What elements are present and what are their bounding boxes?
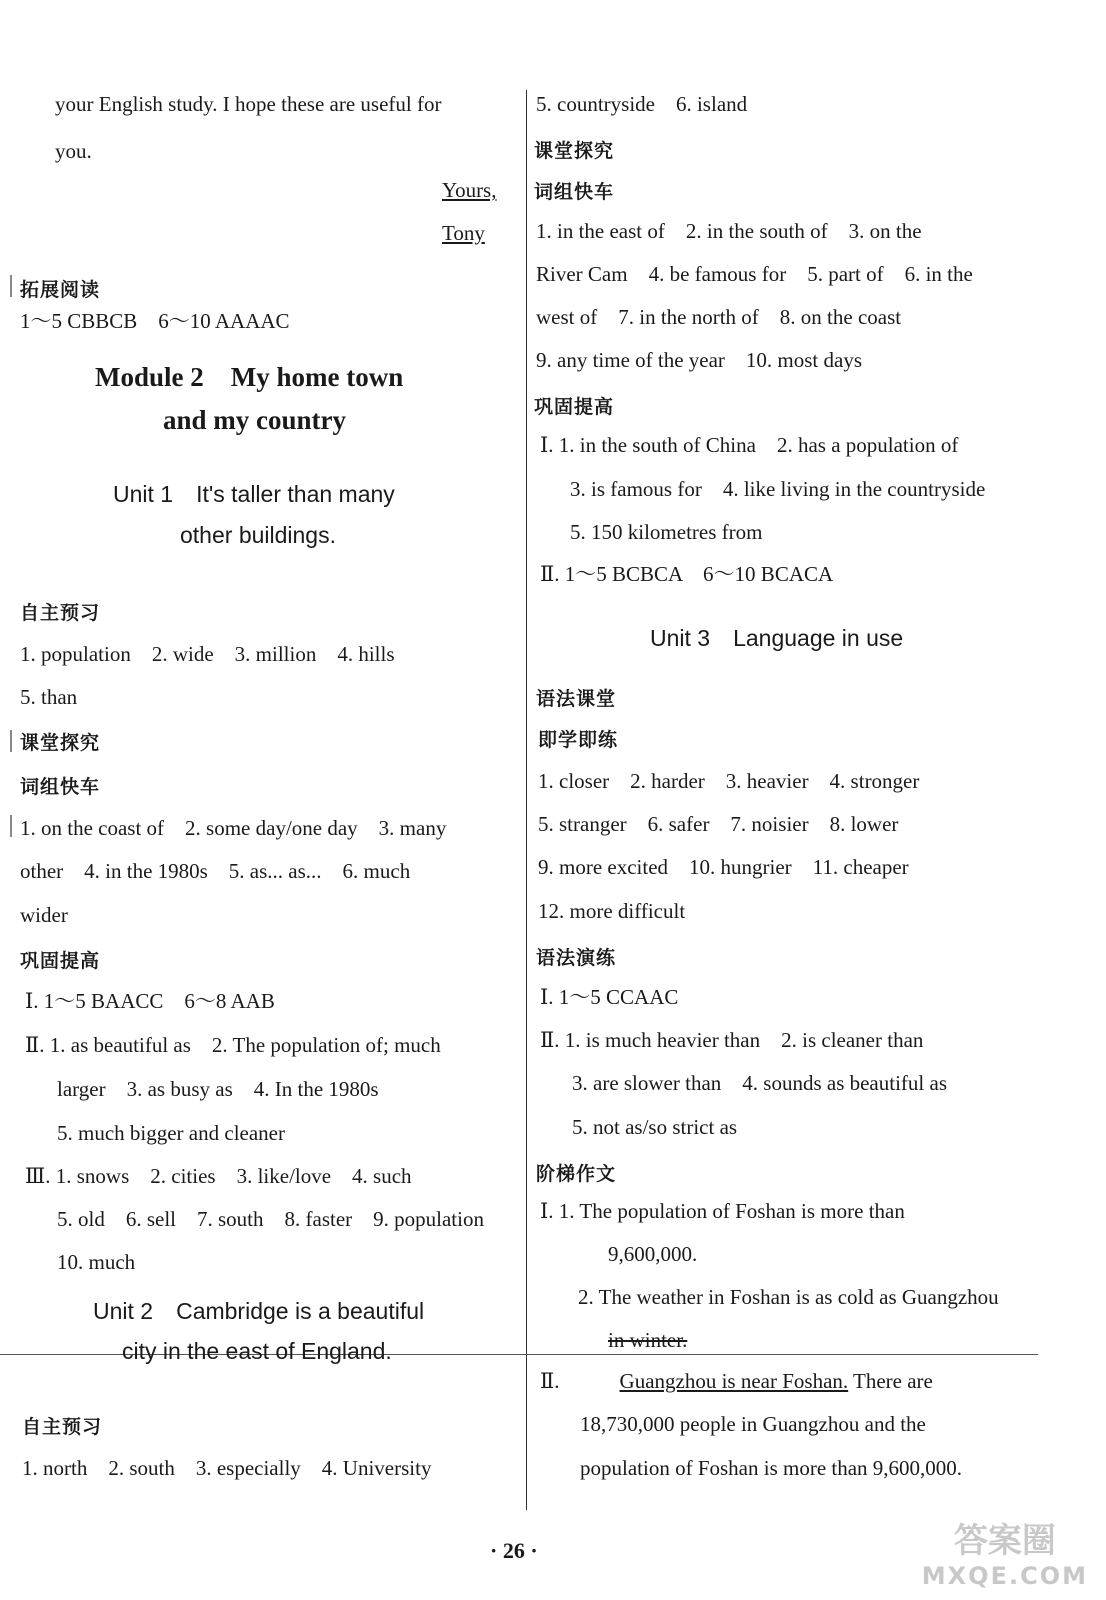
margin-mark xyxy=(10,275,12,297)
section-heading: 词组快车 xyxy=(20,776,101,798)
watermark-title: 答案圈 xyxy=(953,1521,1056,1561)
answer-line: Ⅰ. 1. The population of Foshan is more than xyxy=(540,1199,905,1223)
unit-title: Unit 3 Language in use xyxy=(650,625,904,651)
answer-line: 2. The weather in Foshan is as cold as Guangzhou xyxy=(578,1285,999,1309)
section-heading: 自主预习 xyxy=(22,1416,103,1438)
answer-line: Ⅰ. 1～5 BAACC 6～8 AAB xyxy=(25,989,275,1013)
margin-mark xyxy=(10,815,12,837)
essay-line xyxy=(540,1367,933,1395)
answer-line: other 4. in the 1980s 5. as... as... 6. much xyxy=(20,859,411,883)
answer-line: 1. on the coast of 2. some day/one day 3. many xyxy=(20,816,447,840)
section-heading: 语法演练 xyxy=(536,947,617,969)
module-title: and my country xyxy=(163,405,347,435)
essay-text: There are xyxy=(848,1369,933,1393)
watermark-url: MXQE.COM xyxy=(921,1562,1088,1590)
answer-line: 5. 150 kilometres from xyxy=(570,520,763,544)
answer-line: 5. old 6. sell 7. south 8. faster 9. population xyxy=(57,1207,484,1231)
unit-title: Unit 2 Cambridge is a beautiful xyxy=(93,1298,425,1324)
section-heading: 巩固提高 xyxy=(534,396,615,418)
answer-line: Ⅲ. 1. snows 2. cities 3. like/love 4. such xyxy=(25,1164,412,1188)
answer-line: 9. any time of the year 10. most days xyxy=(536,348,863,372)
margin-mark xyxy=(10,730,12,752)
answer-line: Ⅰ. 1. in the south of China 2. has a population of xyxy=(540,433,959,457)
answer-line: 3. are slower than 4. sounds as beautiful as xyxy=(572,1071,947,1095)
answer-line: larger 3. as busy as 4. In the 1980s xyxy=(57,1077,379,1101)
section-heading: 即学即练 xyxy=(538,729,619,751)
answer-line: 9. more excited 10. hungrier 11. cheaper xyxy=(538,855,909,879)
answer-line: 5. not as/so strict as xyxy=(572,1115,738,1139)
answer-line: 5. stranger 6. safer 7. noisier 8. lower xyxy=(538,812,899,836)
answer-line: 5. than xyxy=(20,685,78,709)
section-heading: 词组快车 xyxy=(534,181,615,203)
section-heading: 阶梯作文 xyxy=(536,1163,617,1185)
answer-line: Ⅱ. 1. is much heavier than 2. is cleaner than xyxy=(540,1028,924,1052)
letter-signature: Tony xyxy=(442,221,485,245)
answer-line: River Cam 4. be famous for 5. part of 6. in the xyxy=(536,262,973,286)
answer-line: 1. population 2. wide 3. million 4. hills xyxy=(20,642,395,666)
section-heading: 课堂探究 xyxy=(534,140,615,162)
answer-line: 1. closer 2. harder 3. heavier 4. stronger xyxy=(538,769,920,793)
section-heading: 语法课堂 xyxy=(536,688,617,710)
essay-number: Ⅱ. xyxy=(540,1369,560,1393)
answer-line: west of 7. in the north of 8. on the coast xyxy=(536,305,902,329)
answer-line: 12. more difficult xyxy=(538,899,686,923)
answer-line: 9,600,000. xyxy=(608,1242,698,1266)
section-heading: 课堂探究 xyxy=(20,732,101,754)
letter-closing: Yours, xyxy=(442,178,497,202)
unit-title: other buildings. xyxy=(180,522,336,548)
unit-title: city in the east of England. xyxy=(122,1338,392,1364)
answer-line: 5. countryside 6. island xyxy=(536,92,748,116)
answer-line: 1. in the east of 2. in the south of 3. on the xyxy=(536,219,922,243)
section-heading: 巩固提高 xyxy=(20,950,101,972)
answer-line: Ⅱ. 1. as beautiful as 2. The population of; much xyxy=(25,1033,441,1057)
answer-line: Ⅱ. 1～5 BCBCA 6～10 BCACA xyxy=(540,562,834,586)
answer-line: in winter. xyxy=(608,1328,688,1352)
essay-line: 18,730,000 people in Guangzhou and the xyxy=(580,1412,926,1436)
column-divider xyxy=(526,90,527,1510)
answer-line: Ⅰ. 1～5 CCAAC xyxy=(540,985,679,1009)
answer-line: 1. north 2. south 3. especially 4. University xyxy=(22,1456,432,1480)
letter-line: your English study. I hope these are useful for xyxy=(55,92,442,116)
letter-line: you. xyxy=(55,139,92,163)
essay-underlined: Guangzhou is near Foshan. xyxy=(619,1369,849,1393)
watermark xyxy=(922,1513,1088,1590)
section-heading: 自主预习 xyxy=(20,602,101,624)
answer-line: 5. much bigger and cleaner xyxy=(57,1121,285,1145)
essay-line: population of Foshan is more than 9,600,000. xyxy=(580,1456,963,1480)
module-title: Module 2 My home town xyxy=(95,362,404,392)
answer-line: 3. is famous for 4. like living in the countryside xyxy=(570,477,986,501)
unit-title: Unit 1 It's taller than many xyxy=(113,481,395,507)
section-heading: 拓展阅读 xyxy=(20,279,101,301)
answer-line: 1～5 CBBCB 6～10 AAAAC xyxy=(20,309,290,333)
page-number: · 26 · xyxy=(490,1538,538,1563)
answer-line: wider xyxy=(20,903,68,927)
answer-line: 10. much xyxy=(57,1250,136,1274)
